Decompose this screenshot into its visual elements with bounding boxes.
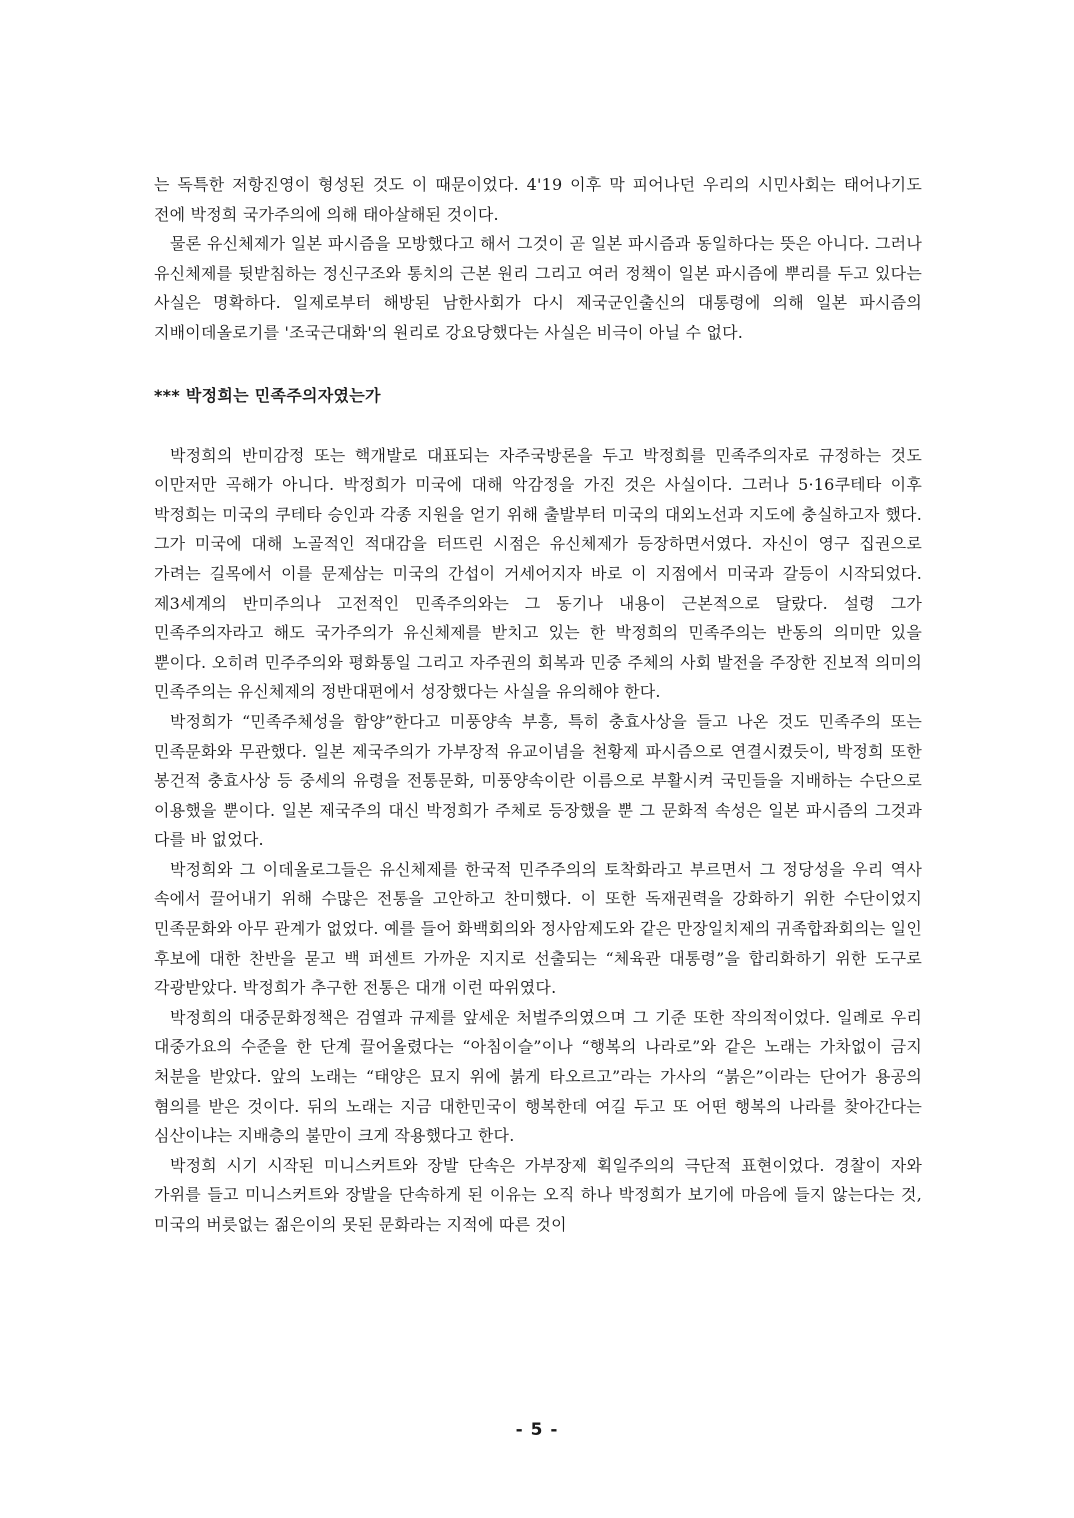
paragraph-continuation: 는 독특한 저항진영이 형성된 것도 이 때문이었다. 4'19 이후 막 피어나던 우리의 시민사회는 태어나기도 전에 박정희 국가주의에 의해 태아살해된 것이다. — [154, 175, 922, 224]
paragraph-miniskirt-crackdown: 박정희 시기 시작된 미니스커트와 장발 단속은 가부장제 획일주의의 극단적 표현이었다. 경찰이 자와 가위를 들고 미니스커트와 장발을 단속하게 된 이유는 오직 하나 박정희가 보기에 마음에 들지 않는다는 것, 미국의 버릇없는 젊은이의 못된 문화라는 지적에 따른 것이 — [154, 1155, 922, 1234]
paragraph-fascism-comparison: 물론 유신체제가 일본 파시즘을 모방했다고 해서 그것이 곧 일본 파시즘과 동일하다는 뜻은 아니다. 그러나 유신체제를 뒷받침하는 정신구조와 통치의 근본 원리 그리고 여러 정책이 일본 파시즘에 뿌리를 두고 있다는 사실은 명확하다. 일제로부터 해방된 남한사회가 다시 제국군인출신의 대통령에 의해 일본 파시즘의 지배이데올로기를 '조국근대화'의 원리로 강요당했다는 사실은 비극이 아닐 수 없다. — [154, 234, 922, 342]
section-heading: *** 박정희는 민족주의자였는가 — [154, 385, 381, 405]
page-number: - 5 - — [515, 1420, 559, 1440]
paragraph-culture-policy: 박정희의 대중문화정책은 검열과 규제를 앞세운 처벌주의였으며 그 기준 또한 작의적이었다. 일례로 우리 대중가요의 수준을 한 단계 끌어올렸다는 “아침이슬”이나 “행복의 나라로”와 같은 노래는 가차없이 금지 처분을 받았다. 앞의 노래는 “태양은 묘지 위에 붉게 타오르고”라는 가사의 “붉은”이라는 단어가 용공의 혐의를 받은 것이다. 뒤의 노래는 지금 대한민국이 행복한데 여길 두고 또 어떤 행복의 나라를 찾아간다는 심산이냐는 지배층의 불만이 크게 작용했다고 한다. — [154, 1007, 922, 1146]
document-body — [154, 170, 922, 1240]
paragraph-invented-tradition: 박정희와 그 이데올로그들은 유신체제를 한국적 민주주의의 토착화라고 부르면서 그 정당성을 우리 역사 속에서 끌어내기 위해 수많은 전통을 고안하고 찬미했다. 이 또한 독재권력을 강화하기 위한 수단이었지 민족문화와 아무 관계가 없었다. 예를 들어 화백회의와 정사암제도와 같은 만장일치제의 귀족합좌회의는 일인 후보에 대한 찬반을 묻고 백 퍼센트 가까운 지지로 선출되는 “체육관 대통령”을 합리화하기 위한 도구로 각광받았다. 박정희가 추구한 전통은 대개 이런 따위였다. — [154, 859, 922, 998]
paragraph-national-identity: 박정희가 “민족주체성을 함양”한다고 미풍양속 부흥, 특히 충효사상을 들고 나온 것도 민족주의 또는 민족문화와 무관했다. 일본 제국주의가 가부장적 유교이념을 천황제 파시즘으로 연결시켰듯이, 박정희 또한 봉건적 충효사상 등 중세의 유령을 전통문화, 미풍양속이란 이름으로 부활시켜 국민들을 지배하는 수단으로 이용했을 뿐이다. 일본 제국주의 대신 박정희가 주체로 등장했을 뿐 그 문화적 속성은 일본 파시즘의 그것과 다를 바 없었다. — [154, 711, 922, 850]
paragraph-anti-american-sentiment: 박정희의 반미감정 또는 핵개발로 대표되는 자주국방론을 두고 박정희를 민족주의자로 규정하는 것도 이만저만 곡해가 아니다. 박정희가 미국에 대해 악감정을 가진 것은 사실이다. 그러나 5·16쿠테타 이후 박정희는 미국의 쿠테타 승인과 각종 지원을 얻기 위해 출발부터 미국의 대외노선과 지도에 충실하고자 했다. 그가 미국에 대해 노골적인 적대감을 터뜨린 시점은 유신체제가 등장하면서였다. 자신이 영구 집권으로 가려는 길목에서 이를 문제삼는 미국의 간섭이 거세어지자 바로 이 지점에서 미국과 갈등이 시작되었다. 제3세계의 반미주의나 고전적인 민족주의와는 그 동기나 내용이 근본적으로 달랐다. 설령 그가 민족주의자라고 해도 국가주의가 유신체제를 받치고 있는 한 박정희의 민족주의는 반동의 의미만 있을 뿐이다. 오히려 민주주의와 평화통일 그리고 자주권의 회복과 민중 주체의 사회 발전을 주장한 진보적 의미의 민족주의는 유신체제의 정반대편에서 성장했다는 사실을 유의해야 한다. — [154, 445, 922, 702]
